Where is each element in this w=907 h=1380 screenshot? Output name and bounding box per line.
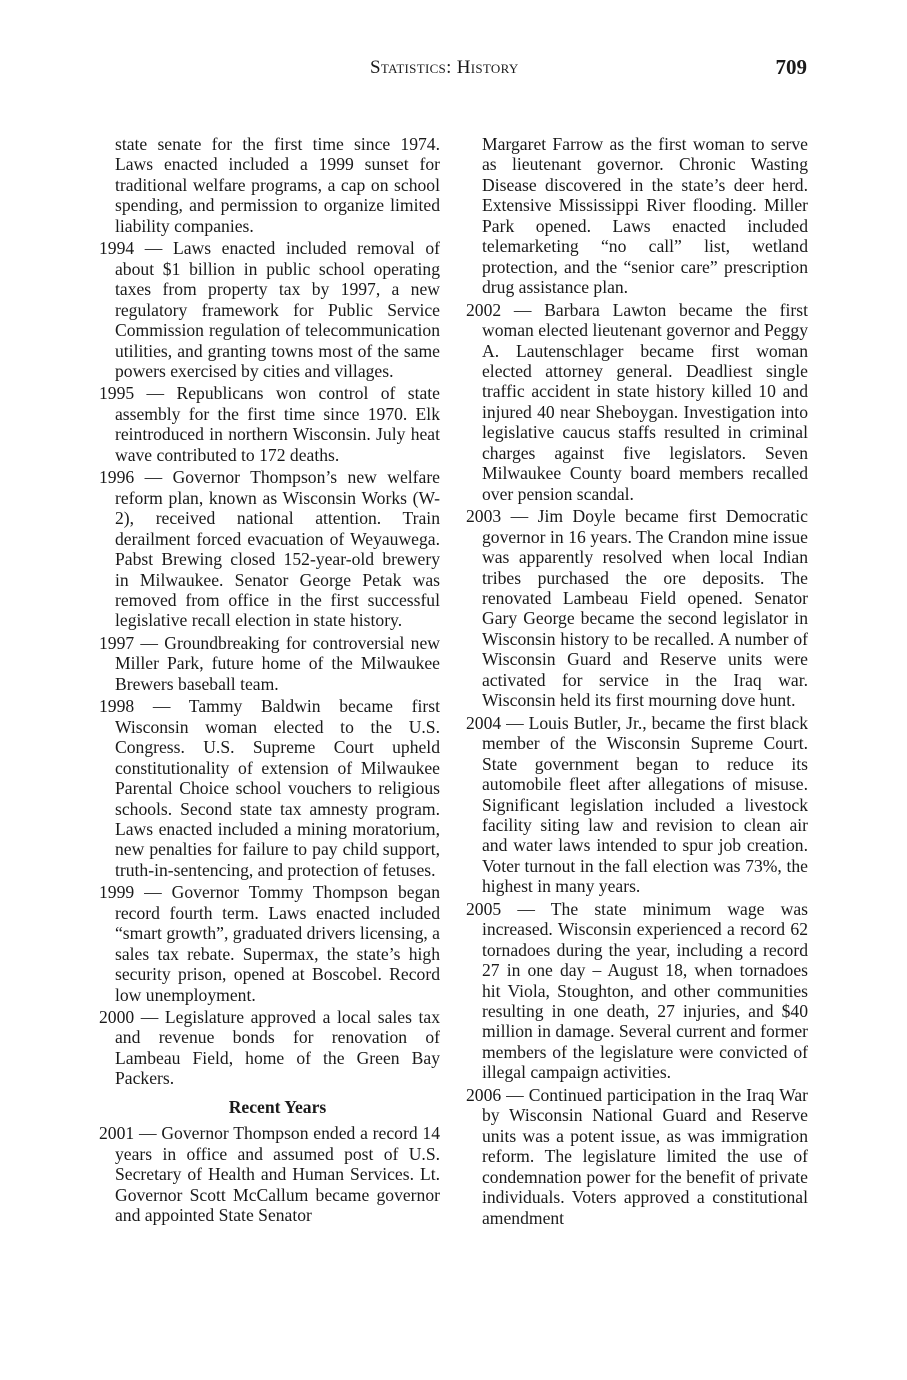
history-entry-1996: 1996 — Governor Thompson’s new welfare reform plan, known as Wisconsin Works (W-2), received national attention. Train derailment forced evacuation of Weyauwega. Pabst Brewing closed 152-year-old brewery in Milwaukee. Senator George Petak was removed from office in the first successful legislative recall election in state history. (99, 467, 440, 631)
section-heading-recent-years: Recent Years (228, 1096, 327, 1117)
history-entry-2005: 2005 — The state minimum wage was increased. Wisconsin experienced a record 62 tornadoes during the year, including a record 27 in one day – August 18, when tornadoes hit Viola, Stoughton, and other communities resulting in one death, 27 injuries, and $40 million in damage. Several current and former members of the legislature were convicted of illegal campaign activities. (466, 898, 808, 1083)
history-entry-1998: 1998 — Tammy Baldwin became first Wisconsin woman elected to the U.S. Congress. U.S. Supreme Court upheld constitutionality of extension of Milwaukee Parental Choice school vouchers to religious schools. Second state tax amnesty program. Laws enacted included a mining moratorium, new penalties for failure to pay child support, truth-in-sentencing, and protection of fetuses. (99, 696, 440, 880)
history-entry-continued: state senate for the first time since 1974. Laws enacted included a 1999 sunset for traditional welfare programs, a cap on school spending, and permission to organize limited liability companies. (115, 134, 440, 236)
history-entry-2001: 2001 — Governor Thompson ended a record 14 years in office and assumed post of U.S. Secretary of Health and Human Services. Lt. Governor Scott McCallum became governor and appointed State Senator (99, 1123, 440, 1226)
history-entry-2001-continued: Margaret Farrow as the first woman to serve as lieutenant governor. Chronic Wasting Disease discovered in the state’s deer herd. Extensive Mississippi River flooding. Miller Park opened. Laws enacted included telemarketing “no call” list, wetland protection, and the “senior care” prescription drug assistance plan. (482, 134, 808, 298)
history-entry-2000: 2000 — Legislature approved a local sales tax and revenue bonds for renovation of Lambeau Field, home of the Green Bay Packers. (99, 1007, 440, 1089)
page-number: 709 (775, 55, 807, 79)
history-entry-2003: 2003 — Jim Doyle became first Democratic governor in 16 years. The Crandon mine issue was apparently resolved when local Indian tribes purchased the ore deposits. The renovated Lambeau Field opened. Senator Gary George became the second legislator in Wisconsin history to be recalled. A number of Wisconsin Guard and Reserve units were activated for service in the Iraq war. Wisconsin held its first mourning dove hunt. (466, 506, 808, 711)
history-entry-1999: 1999 — Governor Tommy Thompson began record fourth term. Laws enacted included “smart growth”, graduated drivers licensing, a sales tax rebate. Supermax, the state’s high security prison, opened at Boscobel. Record low unemployment. (99, 882, 440, 1005)
history-entry-1995: 1995 — Republicans won control of state assembly for the first time since 1970. Elk reintroduced in northern Wisconsin. July heat wave contributed to 172 deaths. (99, 383, 440, 465)
running-header (0, 57, 907, 81)
history-entry-2006: 2006 — Continued participation in the Iraq War by Wisconsin National Guard and Reserve units was a potent issue, as was immigration reform. The legislature limited the use of condemnation power for the benefit of private individuals. Voters approved a constitutional amendment (466, 1084, 808, 1228)
history-entry-1997: 1997 — Groundbreaking for controversial new Miller Park, future home of the Milwaukee Brewers baseball team. (99, 632, 440, 694)
history-entry-2004: 2004 — Louis Butler, Jr., became the first black member of the Wisconsin Supreme Court. State government began to reduce its automobile fleet after allegations of misuse. Significant legislation included a livestock facility siting law and revision to clean air and water laws intended to spur job creation. Voter turnout in the fall election was 73%, the highest in many years. (466, 712, 808, 897)
running-title: Statistics: History (370, 57, 519, 78)
history-entry-2002: 2002 — Barbara Lawton became the first woman elected lieutenant governor and Peggy A. Lautenschlager became first woman elected attorney general. Deadliest single traffic accident in state history killed 10 and injured 40 near Sheboygan. Investigation into legislative caucus staffs resulted in criminal charges against five legislators. Seven Milwaukee County board members recalled over pension scandal. (466, 299, 808, 504)
history-entry-1994: 1994 — Laws enacted included removal of about $1 billion in public school operating taxes from property tax by 1997, a new regulatory framework for Public Service Commission regulation of telecommunication utilities, and granting towns most of the same powers exercised by cities and villages. (99, 238, 440, 381)
left-column (99, 134, 440, 1228)
right-column (466, 134, 808, 1230)
